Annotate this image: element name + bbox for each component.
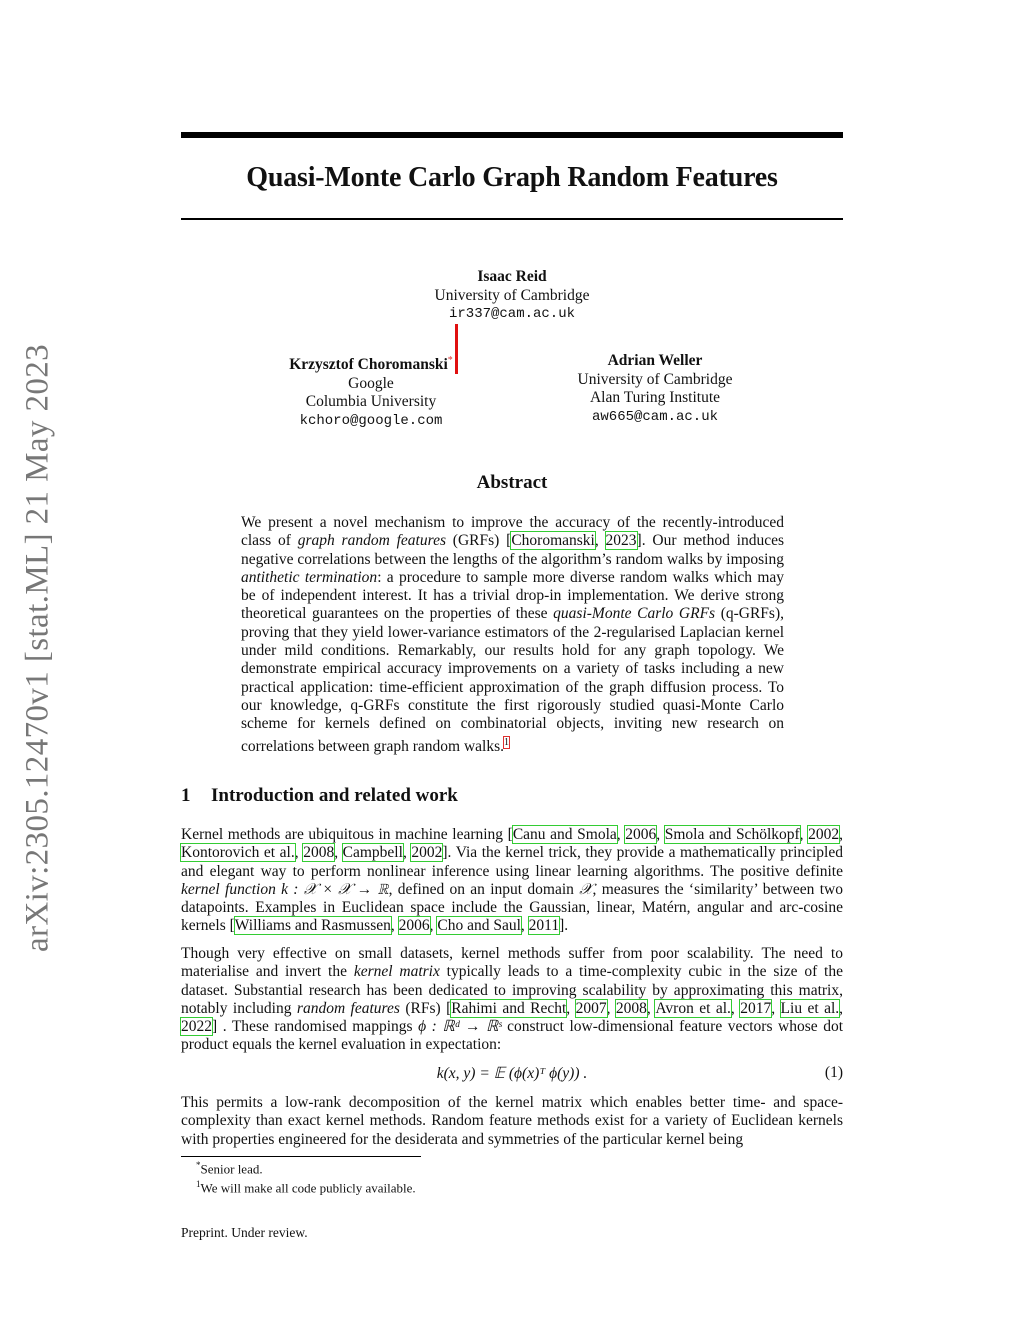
- citation-link[interactable]: 2006: [398, 917, 430, 935]
- text: ,: [656, 826, 665, 843]
- citation-link[interactable]: 2002: [808, 826, 840, 843]
- text: , measures the ‘similarity’ between two datapoints. Examples in Euclidean space include the Gaussian, linear, Matérn, angular and arc-cosine kernels [: [181, 880, 843, 935]
- section-heading: [181, 785, 458, 807]
- text-cursor: [455, 324, 458, 374]
- text: ,: [294, 844, 304, 862]
- author-block-choromanski: [231, 352, 511, 430]
- author-name: Isaac Reid: [477, 268, 547, 285]
- intro-paragraph-1: [181, 826, 843, 936]
- emphasis: quasi-Monte Carlo GRFs: [553, 605, 716, 623]
- text: ] . These randomised mappings: [212, 1018, 419, 1036]
- author-block-reid: [362, 268, 662, 324]
- text: ,: [606, 999, 616, 1017]
- arxiv-identifier: arXiv:2305.12470v1 [stat.ML] 21 May 2023: [19, 343, 56, 953]
- text: ,: [566, 999, 576, 1017]
- text: construct low-dimensional feature vectors whose dot product equals the kernel evaluation in expectation:: [181, 1018, 844, 1054]
- footnote-rule: [181, 1156, 421, 1157]
- math: ϕ : ℝᵈ → ℝˢ: [418, 1018, 502, 1036]
- math: 𝒳: [579, 880, 593, 898]
- text: ].: [559, 917, 569, 935]
- citation-link[interactable]: Liu et al.: [780, 999, 840, 1017]
- text: ,: [646, 999, 656, 1017]
- footnote-text: We will make all code publicly available.: [200, 1180, 416, 1196]
- text: ,: [429, 917, 438, 935]
- author-affiliation: University of Cambridge: [577, 370, 733, 388]
- citation-link[interactable]: 2008: [303, 844, 335, 862]
- abstract-body: [241, 514, 784, 756]
- paper-title: Quasi-Monte Carlo Graph Random Features: [246, 162, 778, 193]
- citation-link[interactable]: 2022: [181, 1018, 212, 1036]
- text: ,: [839, 826, 844, 843]
- equation-number: (1): [824, 1064, 843, 1081]
- text: , defined on an input domain: [388, 880, 580, 898]
- text: ,: [520, 917, 529, 935]
- author-affiliation: Columbia University: [305, 393, 437, 411]
- title-bottom-rule: [181, 218, 843, 220]
- emphasis: kernel matrix: [353, 963, 440, 981]
- citation-link[interactable]: Kontorovich et al.: [181, 844, 295, 862]
- title-top-rule: [181, 132, 843, 138]
- text: typically leads to a time-complexity cubic in the size of the dataset. Substantial research has been dedicated to improving scalability by approximating this matrix, notably including: [181, 963, 843, 1017]
- author-name: Adrian Weller: [607, 352, 703, 369]
- author-email: kchoro@google.com: [299, 412, 443, 429]
- arxiv-sidebar: [16, 338, 60, 958]
- intro-paragraph-2: [181, 945, 843, 1055]
- equation-body: k(x, y) = 𝔼 (ϕ(x)ᵀ ϕ(y)) .: [436, 1065, 588, 1082]
- footnote-code: [196, 1179, 416, 1196]
- author-email: ir337@cam.ac.uk: [448, 306, 576, 322]
- citation-link[interactable]: 2011: [528, 917, 560, 935]
- citation-link[interactable]: Campbell: [342, 844, 403, 862]
- citation-link[interactable]: Avron et al.: [655, 999, 731, 1017]
- author-affiliation: Google: [348, 374, 394, 392]
- author-affiliation: Alan Turing Institute: [589, 389, 721, 406]
- author-name: Krzysztof Choromanski: [289, 356, 448, 374]
- emphasis: kernel function: [181, 880, 276, 898]
- text: ,: [839, 999, 844, 1017]
- emphasis: random features: [296, 999, 400, 1017]
- text: (RFs) [: [399, 999, 452, 1017]
- citation-link[interactable]: 2006: [625, 826, 657, 843]
- citation-link[interactable]: 2002: [411, 844, 443, 862]
- footnote-text: Senior lead.: [200, 1161, 263, 1177]
- text: ]. Via the kernel trick, they provide a mathematically principled and elegant way to perform nonlinear inference using linear learning algorithms. The positive definite: [181, 844, 843, 880]
- citation-link[interactable]: Smola and Schölkopf: [664, 826, 800, 843]
- text: : a procedure to sample more diverse random walks which may be of independent interest. It has a trivial drop-in implementation. We derive strong theoretical guarantees on the properties of these: [241, 568, 785, 623]
- text: ,: [390, 917, 399, 935]
- author-email: aw665@cam.ac.uk: [591, 408, 719, 425]
- senior-lead-footnote-mark[interactable]: *: [447, 355, 453, 366]
- text: ]. Our method induces negative correlations between the lengths of the algorithm’s random walks by imposing: [241, 532, 785, 568]
- text: Though very effective on small datasets, kernel methods suffer from poor scalability. The need to materialise and invert the: [181, 945, 843, 981]
- footnote-link[interactable]: 1: [503, 736, 509, 748]
- citation-link[interactable]: Williams and Rasmussen: [234, 917, 391, 935]
- section-title: Introduction and related work: [211, 785, 458, 806]
- page-footer: Preprint. Under review.: [181, 1225, 308, 1240]
- text: ,: [334, 844, 343, 862]
- citation-link[interactable]: 2008: [615, 999, 647, 1017]
- text: ,: [594, 532, 606, 550]
- footnote-senior-lead: [196, 1160, 263, 1177]
- footnote-mark: 1: [196, 1179, 201, 1189]
- text: ,: [799, 826, 809, 843]
- emphasis: graph random features: [297, 532, 446, 550]
- text: ,: [730, 999, 741, 1017]
- text: (q-GRFs), proving that they yield lower-variance estimators of the 2-regularised Laplacian kernel under mild conditions. Remarkably, our results hold for any graph topology. We demonstrate empirical accuracy improvements on a variety of tasks including a new practical application: time-efficient approximation of the graph diffusion process. To our knowledge, q-GRFs constitute the first rigorously studied quasi-Monte Carlo scheme for kernels defined on combinatorial objects, inviting new research on correlations between graph random walks.: [241, 605, 784, 755]
- math: k : 𝒳 × 𝒳 → ℝ: [275, 880, 389, 898]
- text: ,: [616, 826, 626, 843]
- citation-link[interactable]: Choromanski: [511, 532, 595, 550]
- abstract-heading: Abstract: [476, 472, 548, 493]
- text: ,: [771, 999, 781, 1017]
- footnote-mark: *: [196, 1160, 201, 1170]
- text: (GRFs) [: [445, 532, 512, 550]
- citation-link[interactable]: Canu and Smola: [512, 826, 617, 843]
- citation-link[interactable]: 2007: [575, 999, 607, 1017]
- section-number: 1: [181, 785, 191, 806]
- text: We present a novel mechanism to improve the accuracy of the recently-introduced class of: [241, 514, 784, 550]
- citation-link[interactable]: Cho and Saul: [437, 917, 521, 935]
- citation-link[interactable]: 2017: [740, 999, 772, 1017]
- citation-link[interactable]: Rahimi and Recht: [451, 999, 567, 1017]
- citation-link[interactable]: 2023: [605, 532, 637, 550]
- text: Kernel methods are ubiquitous in machine learning [: [181, 826, 513, 843]
- emphasis: antithetic termination: [241, 568, 378, 586]
- text: ,: [402, 844, 412, 862]
- intro-paragraph-3: This permits a low-rank decomposition of the kernel matrix which enables better time- and space-complexity than exact kernel methods. Random feature methods exist for a variety of Euclidean kernels with properties engineered for the desiderata and symmetries of the particular kernel being: [181, 1094, 843, 1148]
- author-affiliation: University of Cambridge: [434, 286, 590, 304]
- author-block-weller: [525, 352, 785, 426]
